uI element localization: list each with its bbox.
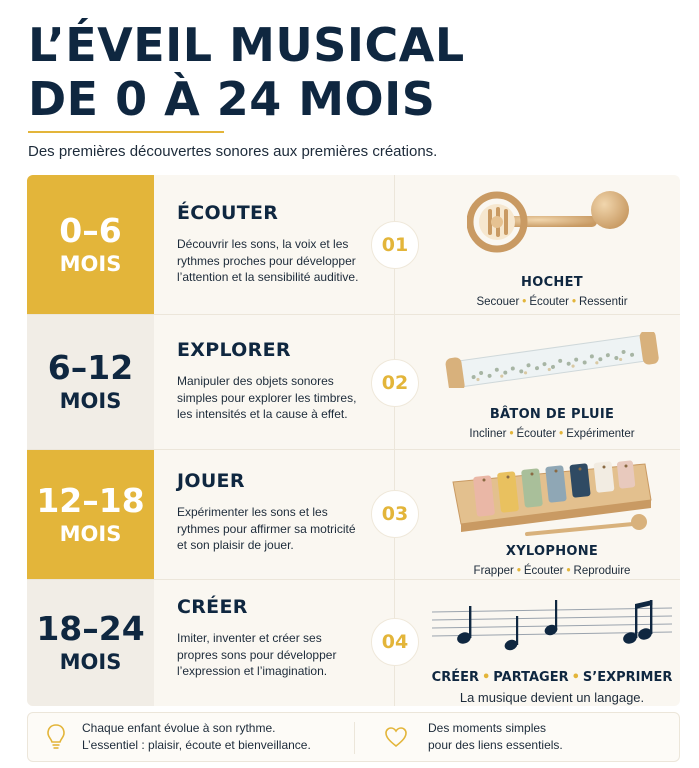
stage-number: 01 <box>371 221 419 269</box>
rattle-icon <box>427 183 677 261</box>
stage-title: ÉCOUTER <box>177 202 279 224</box>
stage-row-1 <box>27 175 680 315</box>
instrument-verbs <box>427 565 677 577</box>
stage-text: Expérimenter les sons et les rythmes pour affirmer sa motricité et son plaisir de jouer. <box>177 505 356 552</box>
footer-left-line-1: Chaque enfant évolue à son rythme. <box>82 721 276 735</box>
title-underline <box>28 131 224 133</box>
bullet-dot: • <box>522 296 527 308</box>
instrument-name: XYLOPHONE <box>505 544 599 559</box>
bullet-dot: • <box>566 565 571 577</box>
instrument-verbs <box>427 296 677 308</box>
stage-text: Manipuler des objets sonores simples pour explorer les timbres, les intensités et la cause à effet. <box>177 374 357 421</box>
instrument-name: BÂTON DE PLUIE <box>489 407 615 422</box>
instrument-verbs <box>427 428 677 440</box>
bullet-dot: • <box>571 670 580 685</box>
stages-table <box>27 175 680 706</box>
footer-left-text <box>82 720 311 754</box>
verb: Expérimenter <box>566 428 635 440</box>
verb: Écouter <box>516 428 557 440</box>
verb: Reproduire <box>573 565 631 577</box>
instrument-panel-2 <box>427 325 677 440</box>
age-range: 18–24 <box>36 609 145 648</box>
footer <box>27 712 680 762</box>
verb: PARTAGER <box>493 670 569 685</box>
footer-left <box>46 713 311 761</box>
title-line-2: DE 0 À 24 MOIS <box>28 72 436 126</box>
footer-right-line-1: Des moments simples <box>428 721 547 735</box>
bullet-dot: • <box>509 428 514 440</box>
bullet-dot: • <box>571 296 576 308</box>
footer-right <box>384 713 563 761</box>
age-unit: MOIS <box>59 251 122 276</box>
stage-title: EXPLORER <box>177 339 291 361</box>
instrument-name: HOCHET <box>521 275 583 290</box>
verb: CRÉER <box>431 670 479 685</box>
xylophone-icon <box>427 456 677 538</box>
footer-right-line-2: pour des liens essentiels. <box>428 738 563 752</box>
verb: Ressentir <box>578 296 628 308</box>
stage-description-4 <box>177 596 377 680</box>
age-range: 0–6 <box>59 210 122 250</box>
instrument-panel-4 <box>427 594 677 705</box>
age-range: 6–12 <box>47 348 134 387</box>
stage-description-2 <box>177 339 377 423</box>
stage-number: 02 <box>371 359 419 407</box>
instrument-panel-3 <box>427 456 677 577</box>
verb: Incliner <box>469 428 507 440</box>
stage-text: Découvrir les sons, la voix et les rythmes proches pour développer l’attention et la sensibilité auditive. <box>177 237 359 284</box>
stage-title: CRÉER <box>177 596 248 618</box>
create-tagline: La musique devient un langage. <box>459 690 645 705</box>
footer-divider <box>354 722 355 754</box>
stage-row-2 <box>27 315 680 450</box>
stage-description-3 <box>177 470 377 554</box>
page-subtitle: Des premières découvertes sonores aux premières créations. <box>28 143 438 160</box>
bullet-dot: • <box>481 670 491 685</box>
age-block-4 <box>27 580 154 706</box>
bullet-dot: • <box>559 428 564 440</box>
stage-number: 03 <box>371 490 419 538</box>
age-block-3 <box>27 450 154 579</box>
verb: Secouer <box>476 296 520 308</box>
stage-description-1 <box>177 202 377 286</box>
music-notes-icon <box>427 594 677 658</box>
verb: Frapper <box>473 565 514 577</box>
footer-left-line-2: L’essentiel : plaisir, écoute et bienveillance. <box>82 738 311 752</box>
heart-icon <box>384 726 408 748</box>
age-block-1 <box>27 175 154 314</box>
page-title <box>28 18 668 126</box>
verb: S’EXPRIMER <box>582 670 673 685</box>
age-unit: MOIS <box>59 650 122 674</box>
stage-text: Imiter, inventer et créer ses propres sons pour développer l’expression et l’imagination. <box>177 631 337 678</box>
verb: Écouter <box>523 565 564 577</box>
bullet-dot: • <box>516 565 521 577</box>
age-block-2 <box>27 315 154 449</box>
footer-right-text <box>428 720 563 754</box>
rainstick-icon <box>427 325 677 395</box>
stage-number: 04 <box>371 618 419 666</box>
stage-row-4 <box>27 580 680 706</box>
title-line-1: L’ÉVEIL MUSICAL <box>28 18 465 72</box>
stage-title: JOUER <box>177 470 245 492</box>
age-unit: MOIS <box>59 389 122 413</box>
lightbulb-icon <box>46 723 66 751</box>
verb: Écouter <box>529 296 569 308</box>
stage-row-3 <box>27 450 680 580</box>
create-verbs <box>427 670 677 685</box>
age-range: 12–18 <box>36 480 145 520</box>
instrument-panel-1 <box>427 183 677 308</box>
age-unit: MOIS <box>59 521 122 546</box>
